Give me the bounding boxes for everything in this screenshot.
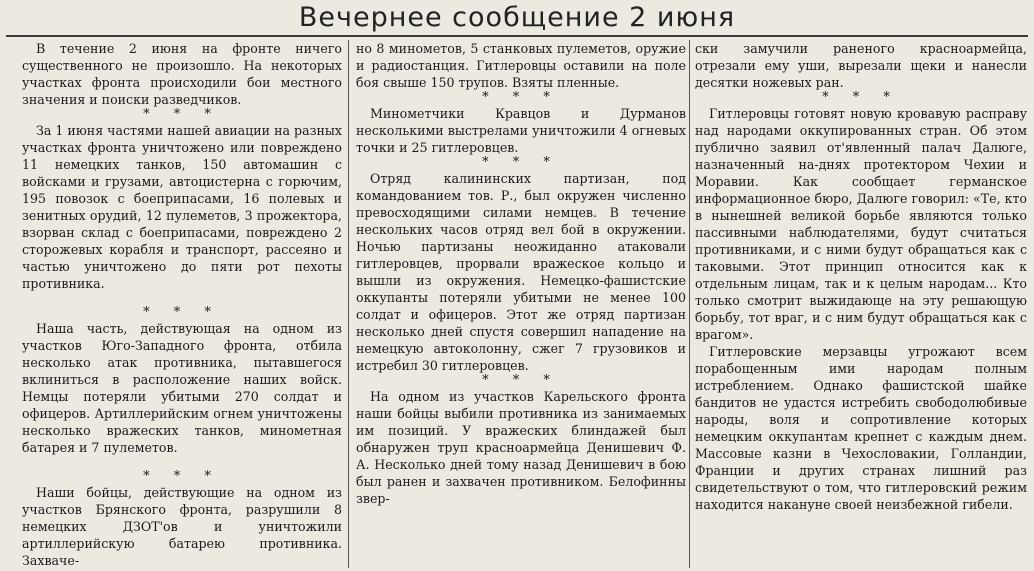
- column-2: [356, 40, 686, 568]
- paragraph: В течение 2 июня на фронте ничего существенного не произошло. На некоторых участках фронта происходили бои местного значения и поиски разведчиков.: [22, 41, 342, 107]
- column-1: [22, 40, 342, 568]
- header-rule: [6, 35, 1028, 37]
- paragraph: Гитлеровские мерзавцы угрожают всем порабощенным ими народам полным истреблением. Однако фашистской шайке бандитов не удастся истребить свободолюбивые народы, воля и сопротивление которых немецким оккупантам крепнет с каждым днем. Массовые казни в Чехословакии, Голландии, Франции и других странах лишний раз свидетельствуют о том, что гитлеровский режим находится накануне своей неизбежной гибели.: [695, 344, 1027, 512]
- paragraph: ски замучили раненого красноармейца, отрезали ему уши, вырезали щеки и нанесли десятки ножевых ран.: [695, 41, 1027, 90]
- paragraph: За 1 июня частями нашей авиации на разных участках фронта уничтожено или повреждено 11 немецких танков, 150 автомашин с войсками и грузами, автоцистерна с горючим, 195 повозок с боеприпасами, 16 полевых и зенитных орудий, 12 пулеметов, 3 прожектора, взорван склад с боеприпасами, повреждено 2 сторожевых корабля и транспорт, рассеяно и частью уничтожено до пяти рот пехоты противника.: [22, 123, 342, 291]
- section-separator: * * *: [822, 90, 900, 105]
- paragraph: но 8 минометов, 5 станковых пулеметов, оружие и радиостанция. Гитлеровцы оставили на поле боя свыше 150 трупов. Взяты пленные.: [356, 41, 686, 90]
- paragraph: Отряд калининских партизан, под командованием тов. Р., был окружен численно превосходящими силами немцев. В течение нескольких часов отряд вел бой в окружении. Ночью партизаны неожиданно атаковали гитлеровцев, прорвали вражеское кольцо и вышли из окружения. Немецко-фашистские оккупанты потеряли убитыми не менее 100 солдат и офицеров. Этот же отряд партизан несколько дней спустя совершил нападение на немецкую автоколонну, сжег 7 грузовиков и истребил 30 гитлеровцев.: [356, 171, 686, 373]
- section-separator: * * *: [482, 155, 560, 170]
- column-3: [695, 40, 1027, 568]
- section-separator: * * *: [482, 373, 560, 388]
- paragraph: На одном из участков Карельского фронта наши бойцы выбили противника из занимаемых им позиций. У вражеских блиндажей был обнаружен труп красноармейца Денишевич Ф. А. Несколько дней тому назад Денишевич в бою был ранен и захвачен противником. Белофинны звер-: [356, 389, 686, 506]
- section-separator: * * *: [482, 90, 560, 105]
- paragraph: Гитлеровцы готовят новую кровавую расправу над народами оккупированных стран. Об этом публично заявил от'явленный палач Далюге, назначенный на-днях протектором Чехии и Моравии. Как сообщает германское информационное бюро, Далюге говорил: «Те, кто в нынешней великой борьбе являются только пассивными наблюдателями, будут считаться противниками, и с ними будут обращаться как с таковыми. Этот принцип относится как к отдельным лицам, так и к целым народам... Кто только смотрит выжидающе на эту решающую борьбу, тот враг, и с ним будут обращаться как с врагом».: [695, 106, 1027, 342]
- section-separator: * * *: [143, 469, 221, 484]
- paragraph: Минометчики Кравцов и Дурманов несколькими выстрелами уничтожили 4 огневых точки и 25 гитлеровцев.: [356, 106, 686, 155]
- page-title: Вечернее сообщение 2 июня: [298, 2, 736, 33]
- paragraph: Наши бойцы, действующие на одном из участков Брянского фронта, разрушили 8 немецких ДЗОТ'ов и уничтожили артиллерийскую батарею противника. Захваче-: [22, 485, 342, 568]
- paragraph: Наша часть, действующая на одном из участков Юго-Западного фронта, отбила несколько атак противника, пытавшегося вклиниться в расположение наших войск. Немцы потеряли убитыми 270 солдат и офицеров. Артиллерийским огнем уничтожены несколько вражеских танков, минометная батарея и 7 пулеметов.: [22, 321, 342, 455]
- section-separator: * * *: [143, 107, 221, 122]
- column-divider: [689, 40, 690, 568]
- section-separator: * * *: [143, 305, 221, 320]
- column-divider: [348, 40, 349, 568]
